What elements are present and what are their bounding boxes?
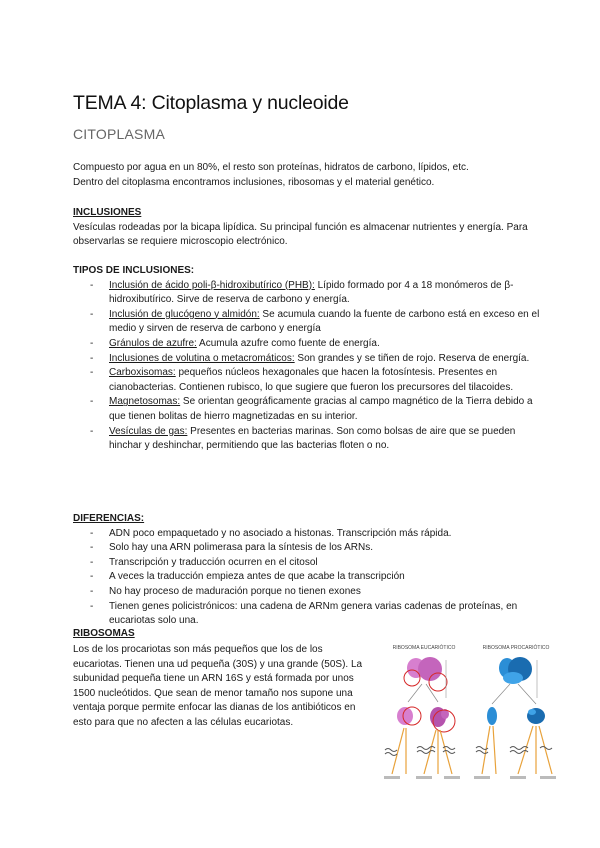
list-item: - Tienen genes policistrónicos: una cadena de ARNm genera varias cadenas de proteínas, en eucariotas solo una. — [73, 600, 543, 629]
list-item — [73, 352, 543, 367]
diferencias-section — [73, 512, 543, 629]
item-text: Lípido formado por 4 a 18 monómeros de β-hidroxibutírico. Sirve de reserva de carbono y energía. — [109, 279, 514, 306]
item-term: Inclusión de glucógeno y almidón: — [109, 308, 260, 320]
list-item — [73, 308, 543, 337]
item-text: Presentes en bacterias marinas. Son como bolsas de aire que se pueden hinchar y deshinchar, permitiendo que las bacterias floten o no. — [109, 425, 516, 452]
item-term: Magnetosomas: — [109, 396, 181, 408]
ribosomas-heading-wrap — [73, 627, 193, 642]
prok-large-subunit — [527, 708, 545, 724]
list-item — [73, 366, 543, 395]
ribosomas-heading: RIBOSOMAS — [73, 628, 135, 639]
page-title: TEMA 4: Citoplasma y nucleoide — [73, 92, 349, 114]
item-term: Gránulos de azufre: — [109, 337, 197, 349]
item-text: Se orientan geográficamente gracias al campo magnético de la Tierra debido a que tienen bolitas de hierro magnetizadas en su interior. — [109, 396, 533, 422]
list-item — [73, 337, 543, 352]
inclusiones-heading: INCLUSIONES — [73, 207, 142, 218]
ribosome-diagram — [380, 638, 560, 796]
item-text: Son grandes y se tiñen de rojo. Reserva de energía. — [294, 352, 530, 364]
tipos-section — [73, 264, 543, 454]
item-text: Se acumula cuando la fuente de carbono está en exceso en el medio y sirven de reserva de carbono y energía — [109, 308, 540, 335]
inclusiones-text: Vesículas rodeadas por la bicapa lipídica. Su principal función es almacenar nutrientes y energía. Para observarlas se requiere microscopio electrónico. — [73, 221, 528, 248]
list-item — [73, 395, 543, 424]
list-item — [73, 425, 543, 454]
ribosome-figure — [380, 638, 560, 796]
prok-small-subunit — [487, 707, 497, 725]
tipos-heading: TIPOS DE INCLUSIONES: — [73, 265, 195, 276]
intro-line-1: Compuesto por agua en un 80%, el resto son proteínas, hidratos de carbono, lípidos, etc. — [73, 162, 469, 173]
tipos-list — [73, 279, 543, 454]
list-item: - ADN poco empaquetado y no asociado a histonas. Transcripción más rápida. — [73, 527, 543, 542]
euk-rrna-arrows — [384, 728, 460, 779]
arrow-line — [518, 684, 536, 704]
list-item: - A veces la traducción empieza antes de que acabe la transcripción — [73, 570, 543, 585]
list-item: - Transcripción y traducción ocurren en el citosol — [73, 556, 543, 571]
arrow-line — [492, 684, 510, 704]
item-text: pequeños núcleos hexagonales que hacen la fotosíntesis. Presentes en cianobacterias. Contienen rubisco, lo que sugiere que fueron los precursores del tilacoides. — [109, 367, 514, 393]
euk-large-subunit — [430, 707, 455, 732]
section-subtitle: CITOPLASMA — [73, 126, 165, 142]
ribosomas-section — [73, 643, 368, 731]
inclusiones-section — [73, 206, 543, 250]
item-term: Inclusiones de volutina o metacromáticos: — [109, 352, 295, 364]
euk-title: RIBOSOMA EUCARIÓTICO — [392, 645, 456, 651]
list-item — [73, 279, 543, 308]
list-item: - No hay proceso de maduración porque no tienen exones — [73, 585, 543, 600]
diferencias-heading: DIFERENCIAS: — [73, 513, 145, 524]
arrow-line — [408, 684, 422, 702]
arrow-line — [426, 684, 438, 702]
euk-ribosome — [404, 657, 447, 698]
item-term: Carboxisomas: — [109, 367, 176, 379]
prok-ribosome — [499, 657, 537, 698]
intro-paragraph — [73, 161, 543, 190]
prok-title: RIBOSOMA PROCARIÓTICO — [482, 645, 550, 651]
item-text: Acumula azufre como fuente de energía. — [196, 337, 380, 349]
diferencias-list — [73, 527, 543, 629]
item-term: Vesículas de gas: — [109, 425, 188, 437]
list-item: - Solo hay una ARN polimerasa para la síntesis de los ARNs. — [73, 541, 543, 556]
intro-line-2: Dentro del citoplasma encontramos inclusiones, ribosomas y el material genético. — [73, 176, 435, 188]
euk-small-subunit — [397, 707, 421, 725]
prok-rrna-arrows — [474, 726, 556, 779]
item-term: Inclusión de ácido poli-β-hidroxibutírico (PHB): — [109, 279, 315, 291]
ribosomas-text: Los de los procariotas son más pequeños que los de los eucariotas. Tienen una ud pequeña (30S) y una grande (50S). La subunidad pequeña tiene un ARN 16S y está formada por unos 1500 nucleótidos. Que sean de menor tamaño nos supone una ventaja porque permite enfocar las dianas de los antibióticos en esto para que no afecten a las células eucariotas. — [73, 644, 363, 728]
